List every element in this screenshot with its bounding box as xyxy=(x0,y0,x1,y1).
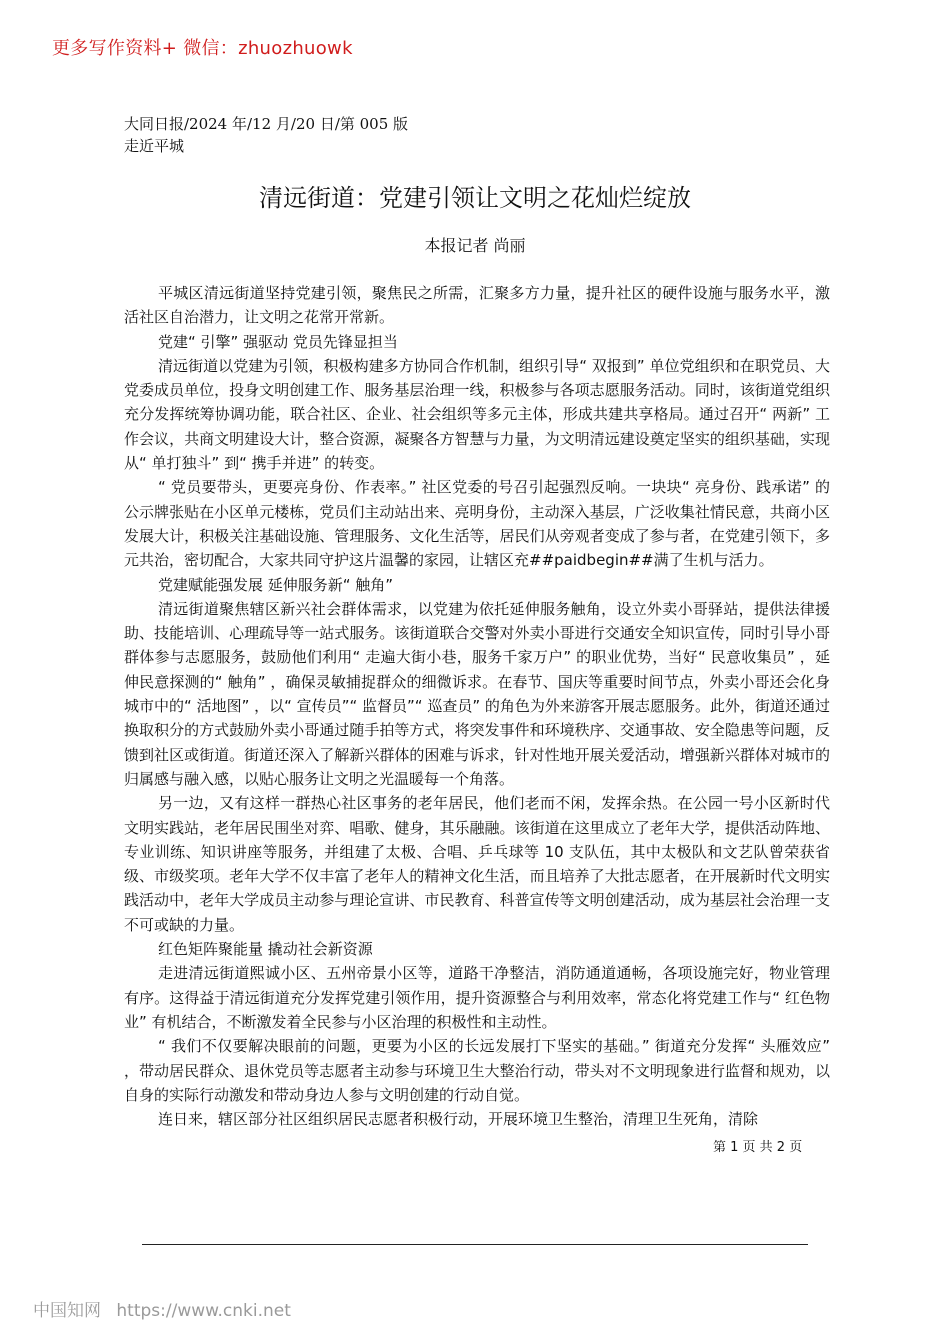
site-url[interactable]: https://www.cnki.net xyxy=(116,1301,291,1321)
footer-watermark xyxy=(33,1296,301,1321)
article-body xyxy=(124,281,830,1131)
paragraph: “ 党员要带头，更要亮身份、作表率。” 社区党委的号召引起强烈反响。一块块“ 亮身份、践承诺” 的公示牌张贴在小区单元楼栋，党员们主动站出来、亮明身份，主动深入基层，广泛收集社情民意，共商小区发展大计，积极关注基础设施、管理服务、文化生活等，居民们从旁观者变成了参与者，在党建引领下，多元共治，密切配合，大家共同守护这片温馨的家园，让辖区充##paidbegin##满了生机与活力。 xyxy=(124,478,830,570)
publication-source: 大同日报/2024 年/12 月/20 日/第 005 版走近平城 xyxy=(124,115,409,155)
section-heading: 党建赋能强发展 延伸服务新“ 触角” xyxy=(158,575,394,594)
section-heading: 红色矩阵聚能量 撬动社会新资源 xyxy=(158,940,373,959)
paragraph: 走进清远街道熙诚小区、五州帝景小区等，道路干净整洁，消防通道通畅，各项设施完好，物业管理有序。这得益于清远街道充分发挥党建引领作用，提升资源整合与利用效率，常态化将党建工作与“ 红色物业” 有机结合，不断激发着全民参与小区治理的积极性和主动性。 xyxy=(124,964,830,1031)
section-heading: 党建“ 引擎” 强驱动 党员先锋显担当 xyxy=(158,332,398,351)
paragraph: 连日来，辖区部分社区组织居民志愿者积极行动，开展环境卫生整治，清理卫生死角，清除 xyxy=(158,1110,759,1129)
footer-divider xyxy=(142,1244,808,1245)
article-title: 清远街道：党建引领让文明之花灿烂绽放 xyxy=(259,184,691,212)
paragraph: 平城区清远街道坚持党建引领，聚焦民之所需，汇聚多方力量，提升社区的硬件设施与服务水平，激活社区自治潜力，让文明之花常开常新。 xyxy=(124,284,830,327)
paragraph: 清远街道以党建为引领，积极构建多方协同合作机制，组织引导“ 双报到” 单位党组织和在职党员、大党委成员单位，投身文明创建工作、服务基层治理一线，积极参与各项志愿服务活动。同时，该街道党组织充分发挥统筹协调功能，联合社区、企业、社会组织等多元主体，形成共建共享格局。通过召开“ 两新” 工作会议，共商文明建设大计，整合资源，凝聚各方智慧与力量，为文明清远建设奠定坚实的组织基础，实现从“ 单打独斗” 到“ 携手并进” 的转变。 xyxy=(124,356,830,473)
paragraph: “ 我们不仅要解决眼前的问题，更要为小区的长远发展打下坚实的基础。” 街道充分发挥“ 头雁效应” ，带动居民群众、退休党员等志愿者主动参与环境卫生大整治行动，带头对不文明现象进行监督和规劝，以自身的实际行动激发和带动身边人参与文明创建的行动自觉。 xyxy=(124,1037,830,1104)
page-number: 第 1 页 共 2 页 xyxy=(713,1140,803,1155)
paragraph: 清远街道聚焦辖区新兴社会群体需求，以党建为依托延伸服务触角，设立外卖小哥驿站，提供法律援助、技能培训、心理疏导等一站式服务。该街道联合交警对外卖小哥进行交通安全知识宣传，同时引导小哥群体参与志愿服务，鼓励他们利用“ 走遍大街小巷，服务千家万户” 的职业优势，当好“ 民意收集员” ，延伸民意探测的“ 触角” ，确保灵敏捕捉群众的细微诉求。在春节、国庆等重要时间节点，外卖小哥还会化身城市中的“ 活地图” ，以“ 宣传员”“ 监督员”“ 巡查员” 的角色为外来游客开展志愿服务。此外，街道还通过换取积分的方式鼓励外卖小哥通过随手拍等方式，将突发事件和环境秩序、交通事故、安全隐患等问题，反馈到社区或街道。街道还深入了解新兴群体的困难与诉求，针对性地开展关爱活动，增强新兴群体对城市的归属感与融入感，以贴心服务让文明之光温暖每一个角落。 xyxy=(124,599,830,788)
article-byline: 本报记者 尚丽 xyxy=(424,236,526,255)
paragraph: 另一边，又有这样一群热心社区事务的老年居民，他们老而不闲，发挥余热。在公园一号小区新时代文明实践站，老年居民围坐对弈、唱歌、健身，其乐融融。该街道在这里成立了老年大学，提供活动阵地、专业训练、知识讲座等服务，并组建了太极、合唱、乒乓球等 10 支队伍，其中太极队和文艺队曾荣获省级、市级奖项。老年大学不仅丰富了老年人的精神文化生活，而且培养了大批志愿者，在开展新时代文明实践活动中，老年大学成员主动参与理论宣讲、市民教育、科普宣传等文明创建活动，成为基层社会治理一支不可或缺的力量。 xyxy=(124,794,830,934)
site-name: 中国知网 xyxy=(33,1301,101,1321)
promo-banner[interactable]: 更多写作资料+ 微信：zhuozhuowk xyxy=(52,38,353,59)
